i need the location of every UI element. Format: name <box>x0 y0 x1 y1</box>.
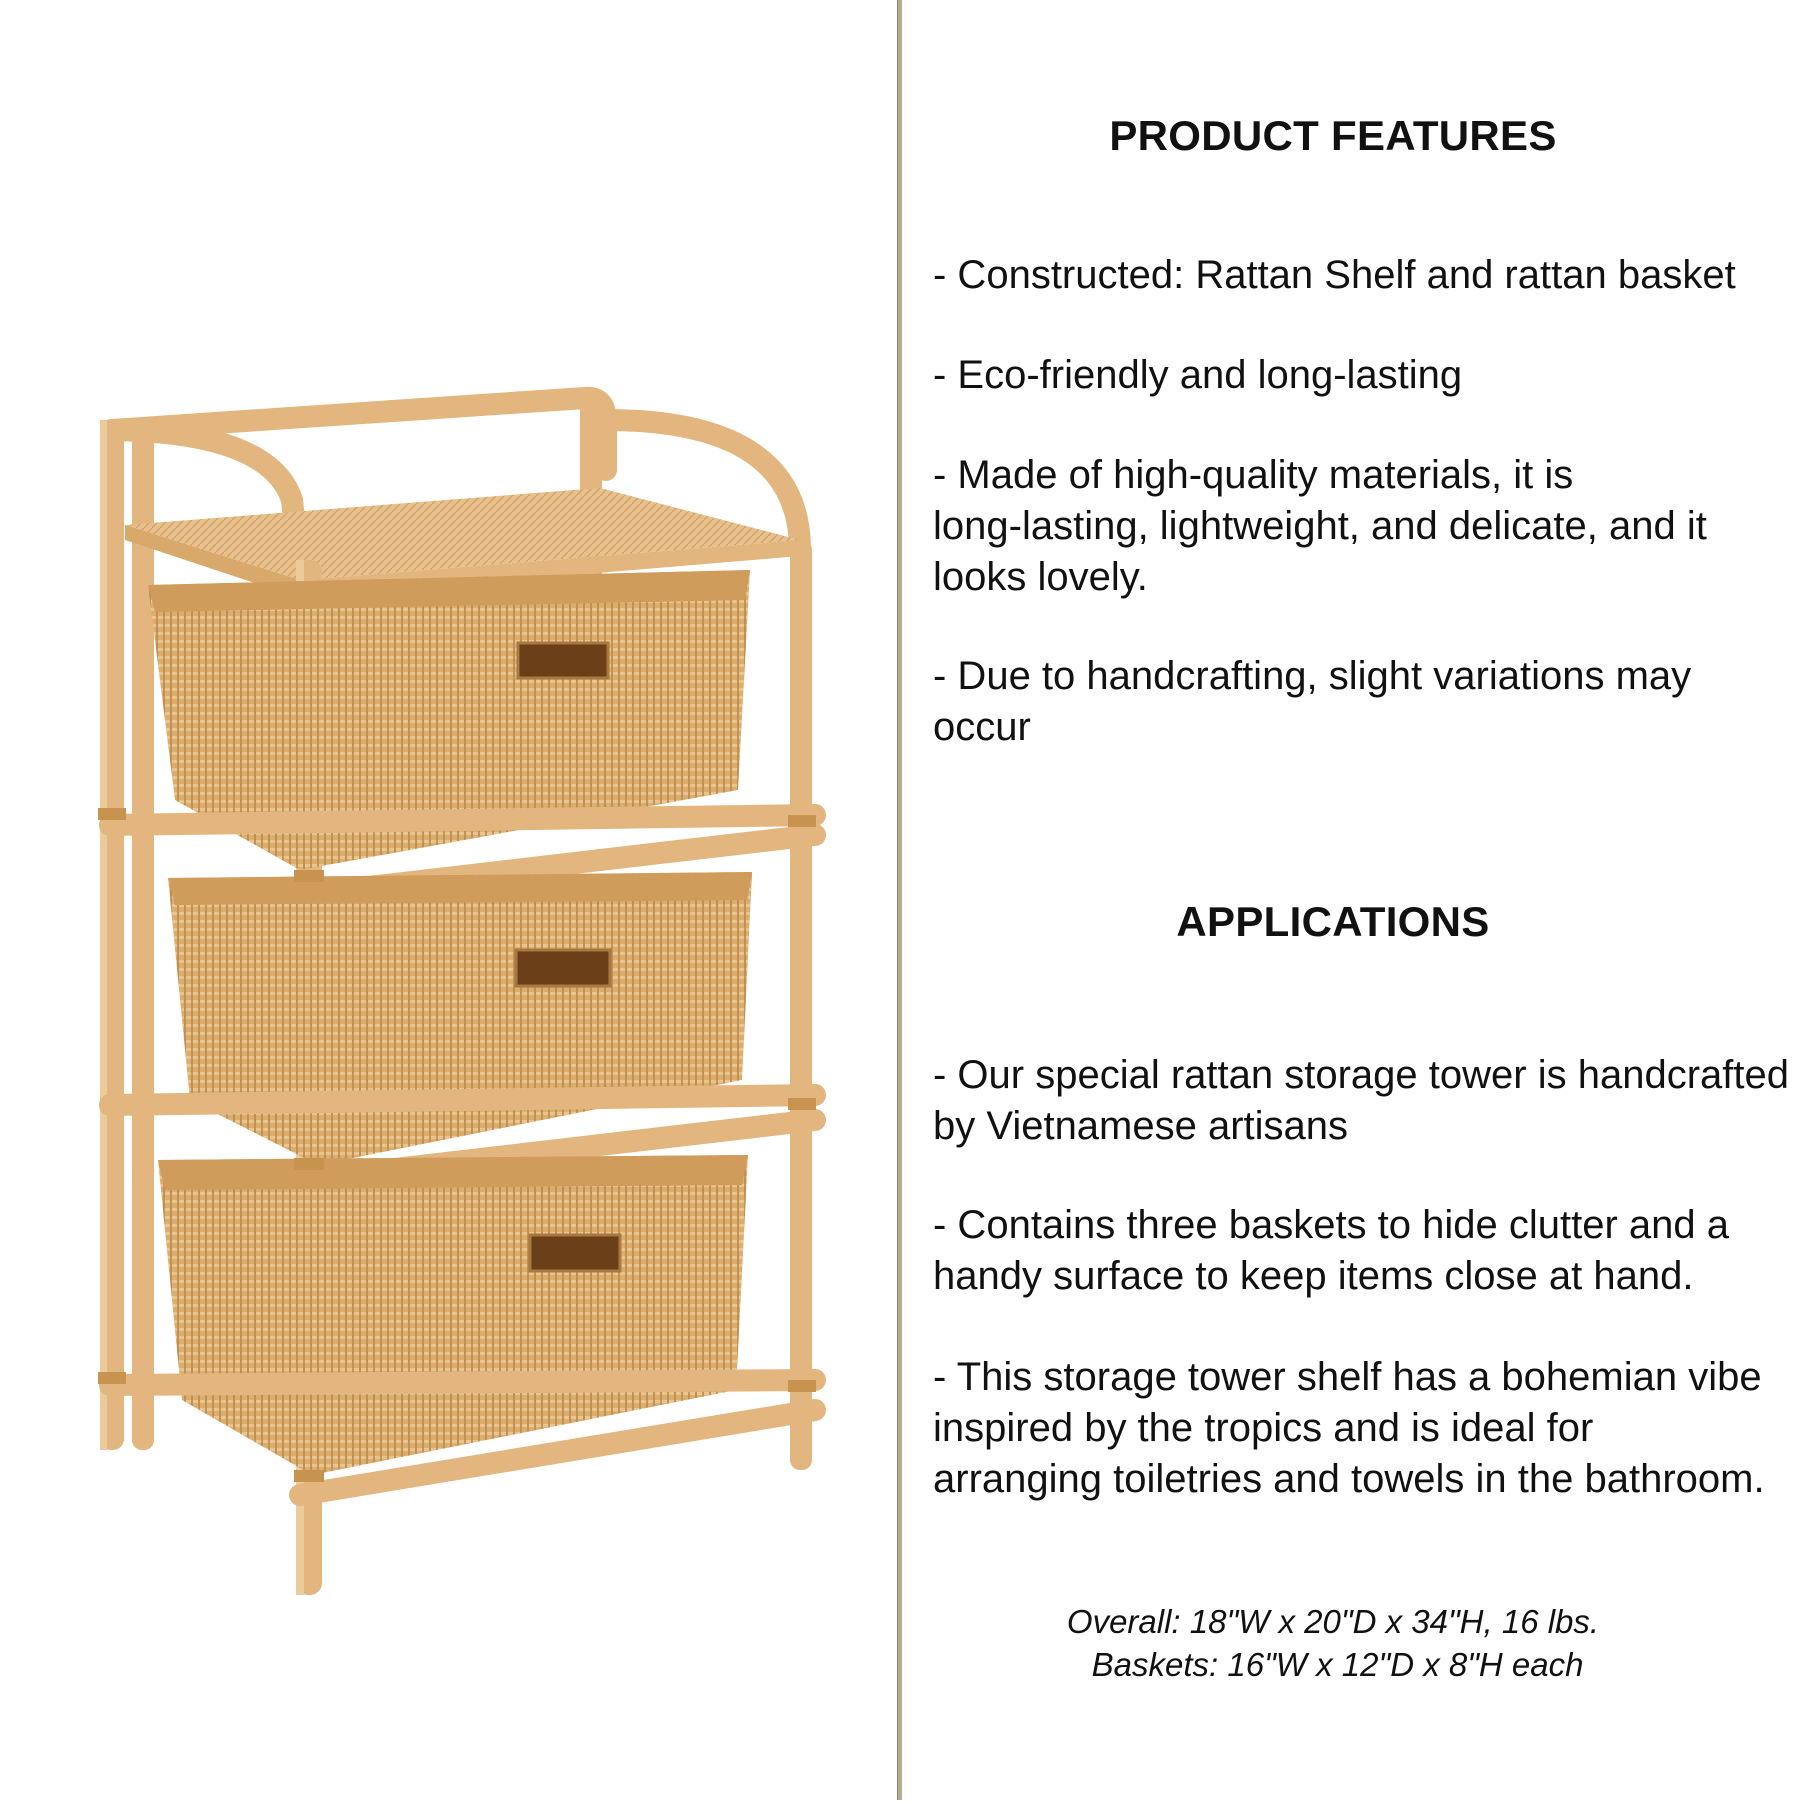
product-dimensions <box>933 1600 1733 1686</box>
application-bullet-baskets: - Contains three baskets to hide clutter and a handy surface to keep items close at hand. <box>933 1203 1730 1298</box>
rattan-storage-tower-illustration <box>0 0 895 1800</box>
product-features-heading: PRODUCT FEATURES <box>1109 112 1557 159</box>
application-bullet-bohemian: - This storage tower shelf has a bohemian vibe inspired by the tropics and is ideal for arranging toiletries and towels in the bathroom. <box>933 1355 1765 1501</box>
vertical-divider <box>897 0 902 1800</box>
feature-bullet-materials: - Made of high-quality materials, it is long-lasting, lightweight, and delicate, and it looks lovely. <box>933 453 1707 599</box>
feature-bullet-constructed: - Constructed: Rattan Shelf and rattan basket <box>933 253 1736 297</box>
product-description-panel <box>933 0 1800 1800</box>
product-image <box>0 0 895 1800</box>
feature-bullet-handcrafting: - Due to handcrafting, slight variations may occur <box>933 654 1692 749</box>
basket-dimensions: Baskets: 16"W x 12"D x 8"H each <box>1082 1646 1584 1683</box>
applications-heading: APPLICATIONS <box>1176 898 1490 945</box>
overall-dimensions: Overall: 18"W x 20"D x 34"H, 16 lbs. <box>1066 1603 1600 1640</box>
feature-bullet-eco-friendly: - Eco-friendly and long-lasting <box>933 353 1463 397</box>
application-bullet-artisans: - Our special rattan storage tower is handcrafted by Vietnamese artisans <box>933 1053 1789 1148</box>
